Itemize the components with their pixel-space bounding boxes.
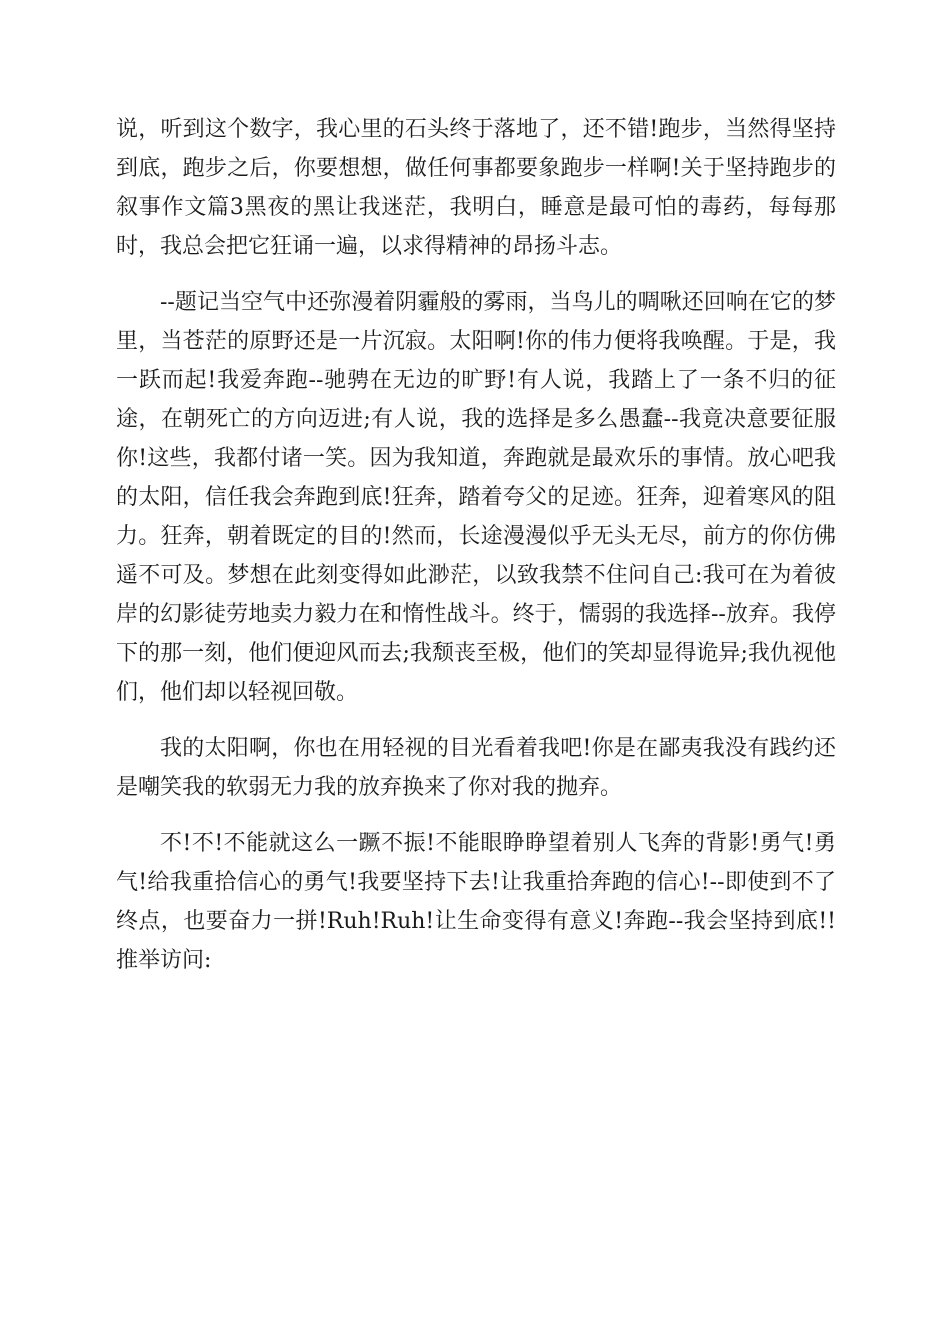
paragraph-3: 我的太阳啊，你也在用轻视的目光看着我吧!你是在鄙夷我没有践约还是嘲笑我的软弱无力我的放弃换来了你对我的抛弃。 (116, 736, 836, 800)
paragraph-4: 不!不!不能就这么一蹶不振!不能眼睁睁望着别人飞奔的背影!勇气!勇气!给我重拾信心的勇气!我要坚持下去!让我重拾奔跑的信心!--即使到不了终点，也要奋力一拼!Ruh!Ruh!让生命变得有意义!奔跑--我会坚持到底!!推举访问: (116, 831, 836, 973)
paragraph-1: 说，听到这个数字，我心里的石头终于落地了，还不错!跑步，当然得坚持到底，跑步之后，你要想想，做任何事都要象跑步一样啊!关于坚持跑步的叙事作文篇3黑夜的黑让我迷茫，我明白，睡意是最可怕的毒药，每每那时，我总会把它狂诵一遍，以求得精神的昂扬斗志。 (116, 117, 836, 259)
paragraph-2: --题记当空气中还弥漫着阴霾般的雾雨，当鸟儿的啁啾还回响在它的梦里，当苍茫的原野还是一片沉寂。太阳啊!你的伟力便将我唤醒。于是，我一跃而起!我爱奔跑--驰骋在无边的旷野!有人说，我踏上了一条不归的征途，在朝死亡的方向迈进;有人说，我的选择是多么愚蠢--我竟决意要征服你!这些，我都付诸一笑。因为我知道，奔跑就是最欢乐的事情。放心吧我的太阳，信任我会奔跑到底!狂奔，踏着夸父的足迹。狂奔，迎着寒风的阻力。狂奔，朝着既定的目的!然而，长途漫漫似乎无头无尽，前方的你仿佛遥不可及。梦想在此刻变得如此渺茫，以致我禁不住问自己:我可在为着彼岸的幻影徒劳地卖力毅力在和惰性战斗。终于，懦弱的我选择--放弃。我停下的那一刻，他们便迎风而去;我颓丧至极，他们的笑却显得诡异;我仇视他们，他们却以轻视回敬。 (116, 290, 836, 705)
document-body (116, 110, 836, 997)
